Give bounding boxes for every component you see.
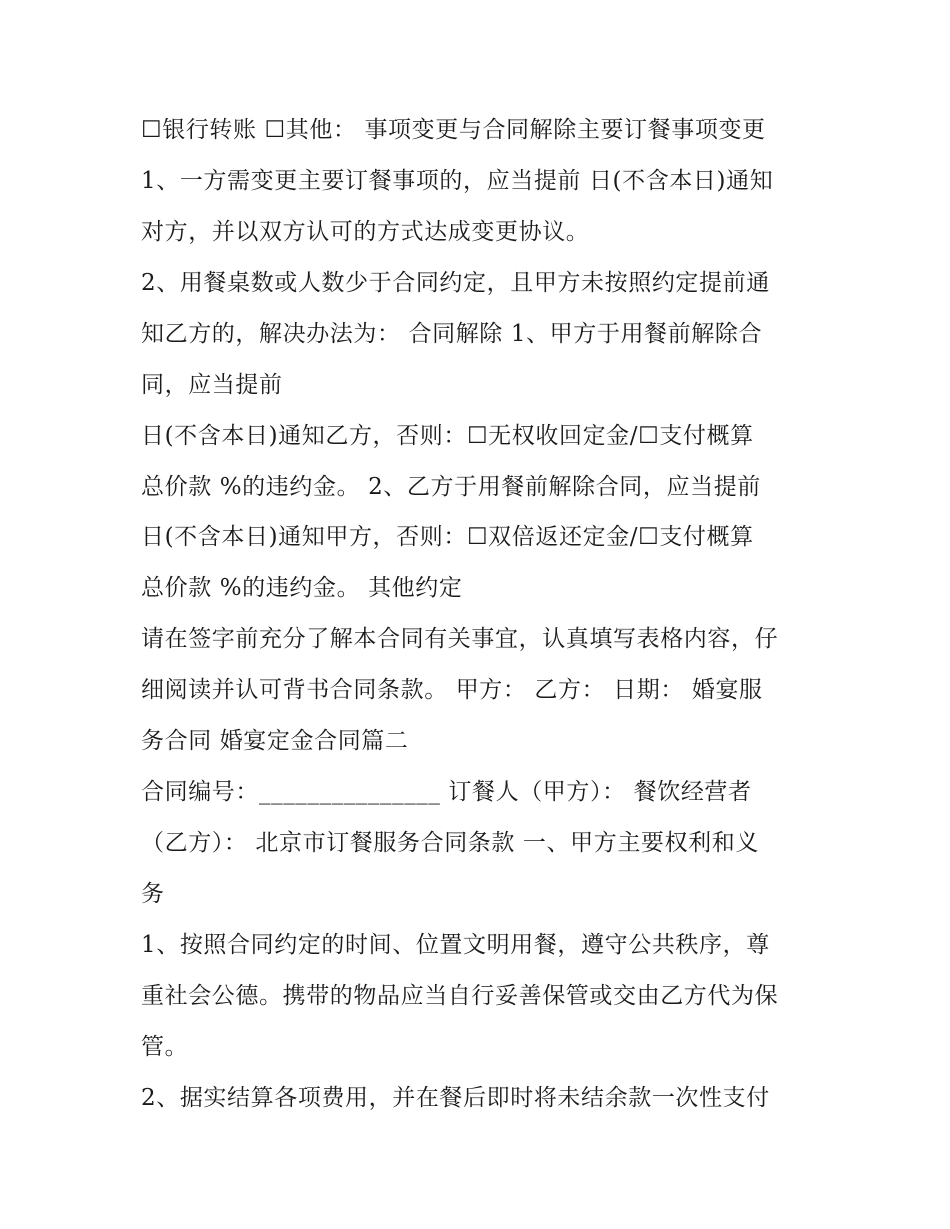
text-line: 日(不含本日)通知乙方，否则：☐无权收回定金/☐支付概算	[141, 423, 754, 449]
text-line: 请在签字前充分了解本合同有关事宜，认真填写表格内容，仔	[141, 626, 779, 652]
text-line: 2、据实结算各项费用，并在餐后即时将未结余款一次性支付	[141, 1085, 770, 1111]
text-line: 合同编号：_______________ 订餐人（甲方）： 餐饮经营者	[141, 779, 752, 805]
text-line: 总价款 %的违约金。 2、乙方于用餐前解除合同，应当提前	[141, 474, 761, 500]
text-line: 重社会公德。携带的物品应当自行妥善保管或交由乙方代为保	[141, 983, 779, 1009]
text-line: 总价款 %的违约金。 其他约定	[141, 575, 463, 601]
text-line: 对方，并以双方认可的方式达成变更协议。	[141, 219, 590, 245]
text-line: 2、用餐桌数或人数少于合同约定，且甲方未按照约定提前通	[141, 270, 770, 296]
text-line: 1、一方需变更主要订餐事项的，应当提前 日(不含本日)通知	[141, 168, 774, 194]
text-line: 日(不含本日)通知甲方，否则：☐双倍返还定金/☐支付概算	[141, 524, 754, 550]
text-line: ☐银行转账 ☐其他： 事项变更与合同解除主要订餐事项变更	[141, 117, 766, 143]
text-line: 知乙方的，解决办法为： 合同解除 1、甲方于用餐前解除合	[141, 321, 763, 347]
text-line: 务	[141, 881, 165, 907]
text-line: （乙方）： 北京市订餐服务合同条款 一、甲方主要权利和义	[141, 830, 759, 856]
text-line: 务合同 婚宴定金合同篇二	[141, 728, 409, 754]
text-line: 细阅读并认可背书合同条款。 甲方： 乙方： 日期： 婚宴服	[141, 677, 763, 703]
text-line: 管。	[141, 1034, 189, 1060]
text-line: 同，应当提前	[141, 372, 283, 398]
text-line: 1、按照合同约定的时间、位置文明用餐，遵守公共秩序，尊	[141, 932, 770, 958]
